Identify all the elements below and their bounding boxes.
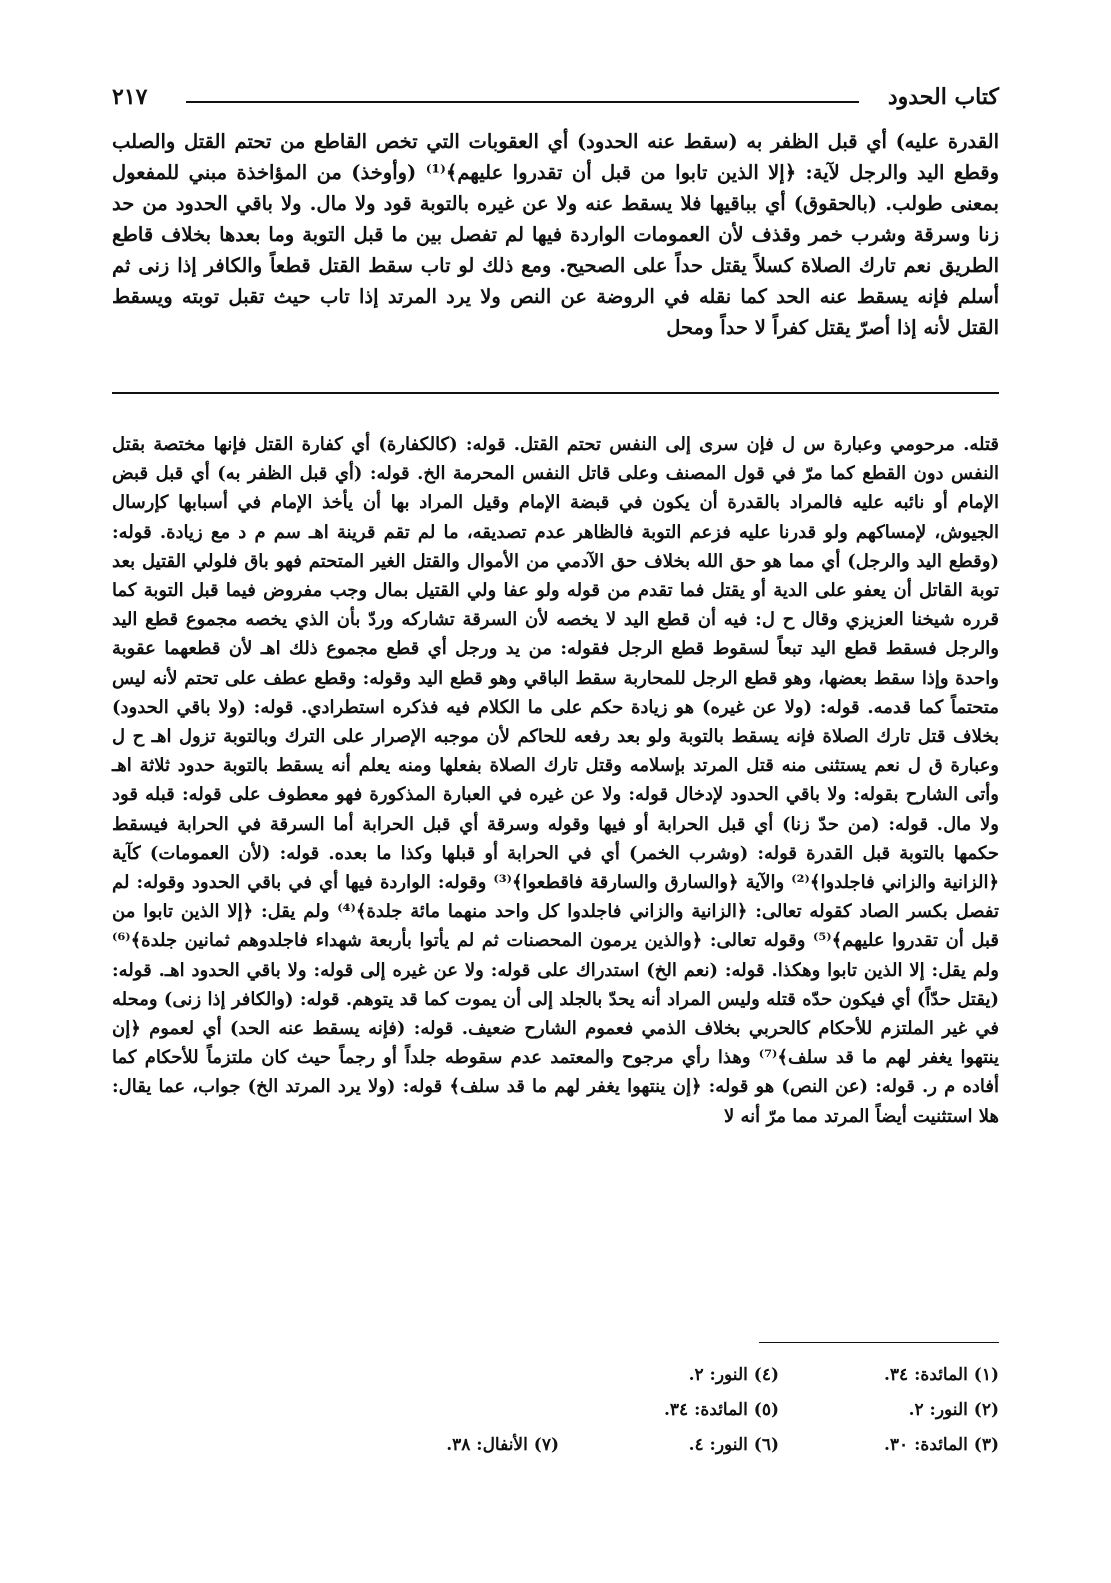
main-text <box>112 126 999 343</box>
footnote-2: (٢) النور: ٢. <box>908 1400 999 1420</box>
chapter-title: كتاب الحدود <box>887 84 999 110</box>
footnote-5: (٥) المائدة: ٣٤. <box>663 1400 779 1420</box>
footnotes <box>359 1362 999 1458</box>
footnote-1: (١) المائدة: ٣٤. <box>883 1365 999 1385</box>
footnote-7: (٧) الأنفال: ٣٨. <box>446 1435 559 1455</box>
running-header <box>112 84 999 118</box>
header-rule <box>186 101 859 103</box>
main-paragraph: القدرة عليه) أي قبل الظفر به (سقط عنه الحدود) أي العقوبات التي تخص القاطع من تحتم القتل والصلب وقطع اليد والرجل لآية: ﴿إلا الذين تابوا من قبل أن تقدروا عليهم﴾⁽¹⁾ (وأوخذ) من المؤاخذة مبني للمفعول بمعنى طولب. (بالحقوق) أي بباقيها فلا يسقط عنه ولا عن غيره بالتوبة قود ولا مال. ولا باقي الحدود من حد زنا وسرقة وشرب خمر وقذف لأن العمومات الواردة فيها لم تفصل بين ما قبل التوبة وما بعدها بخلاف قاطع الطريق نعم تارك الصلاة كسلاً يقتل حداً على الصحيح. ومع ذلك لو تاب سقط القتل قطعاً والكافر إذا زنى ثم أسلم فإنه يسقط عنه الحد كما نقله في الروضة عن النص ولا يرد المرتد إذا تاب حيث تقبل توبته ويسقط القتل لأنه إذا أصرّ يقتل كفراً لا حداً ومحل <box>112 130 999 339</box>
section-divider <box>112 392 999 394</box>
footnote-3: (٣) المائدة: ٣٠. <box>883 1435 999 1455</box>
commentary-text <box>112 430 999 1131</box>
footnote-rule <box>759 1342 999 1343</box>
footnote-empty <box>359 1362 559 1388</box>
footnote-6: (٦) النور: ٤. <box>688 1435 779 1455</box>
page-number: ٢١٧ <box>112 84 148 110</box>
footnote-empty <box>359 1397 559 1423</box>
commentary-paragraph: قتله. مرحومي وعبارة س ل فإن سرى إلى النفس تحتم القتل. قوله: (كالكفارة) أي كفارة القتل فإنها مختصة بقتل النفس دون القطع كما مرّ في قول المصنف وعلى قاتل النفس المحرمة الخ. قوله: (أي قبل الظفر به) أي قبل قبض الإمام أو نائبه عليه فالمراد بالقدرة أن يكون في قبضة الإمام وقيل المراد بها أن يأخذ الإمام في أسبابها كإرسال الجيوش، لإمساكهم ولو قدرنا عليه فزعم التوبة فالظاهر عدم تصديقه، ما لم تقم قرينة اهـ سم م د مع زيادة. قوله: (وقطع اليد والرجل) أي مما هو حق الله بخلاف حق الآدمي من الأموال والقتل الغير المتحتم فهو باق فلولي القتيل بعد توبة القاتل أن يعفو على الدية أو يقتل فما تقدم من قوله ولو عفا ولي القتيل بمال وجب مفروض فيما قبل التوبة كما قرره شيخنا العزيزي وقال ح ل: فيه أن قطع اليد لا يخصه لأن السرقة تشاركه وردّ بأن الذي يخصه مجموع قطع اليد والرجل فسقط قطع اليد تبعاً لسقوط قطع الرجل فقوله: من يد ورجل أي قطع مجموع ذلك اهـ لأن قطعهما عقوبة واحدة وإذا سقط بعضها، وهو قطع الرجل للمحاربة سقط الباقي وهو قطع اليد وقوله: وقطع عطف على تحتم لأنه ليس متحتماً كما قدمه. قوله: (ولا عن غيره) هو زيادة حكم على ما الكلام فيه فذكره استطرادي. قوله: (ولا باقي الحدود) بخلاف قتل تارك الصلاة فإنه يسقط بالتوبة ولو بعد رفعه للحاكم لأن موجبه الإصرار على الترك وبالتوبة تزول اهـ ح ل وعبارة ق ل نعم يستثنى منه قتل المرتد بإسلامه وقتل تارك الصلاة بفعلها ومنه يعلم أنه يسقط بالتوبة حدود ثلاثة اهـ وأتى الشارح بقوله: ولا باقي الحدود لإدخال قوله: ولا عن غيره في العبارة المذكورة فهو معطوف على قوله: قبله قود ولا مال. قوله: (من حدّ زنا) أي قبل الحرابة أو فيها وقوله وسرقة أي قبل الحرابة أما السرقة في الحرابة فيسقط حكمها بالتوبة قبل القدرة قوله: (وشرب الخمر) أي في الحرابة أو قبلها وكذا ما بعده. قوله: (لأن العمومات) كآية ﴿الزانية والزاني فاجلدوا﴾⁽²⁾ والآية ﴿والسارق والسارقة فاقطعوا﴾⁽³⁾ وقوله: الواردة فيها أي في باقي الحدود وقوله: لم تفصل بكسر الصاد كقوله تعالى: ﴿الزانية والزاني فاجلدوا كل واحد منهما مائة جلدة﴾⁽⁴⁾ ولم يقل: ﴿إلا الذين تابوا من قبل أن تقدروا عليهم﴾⁽⁵⁾ وقوله تعالى: ﴿والذين يرمون المحصنات ثم لم يأتوا بأربعة شهداء فاجلدوهم ثمانين جلدة﴾⁽⁶⁾ ولم يقل: إلا الذين تابوا وهكذا. قوله: (نعم الخ) استدراك على قوله: ولا عن غيره إلى قوله: ولا باقي الحدود اهـ. قوله: (يقتل حدّاً) أي فيكون حدّه قتله وليس المراد أنه يحدّ بالجلد إلى أن يموت كما قد يتوهم. قوله: (والكافر إذا زنى) ومحله في غير الملتزم للأحكام كالحربي بخلاف الذمي فعموم الشارح ضعيف. قوله: (فإنه يسقط عنه الحد) أي لعموم ﴿إن ينتهوا يغفر لهم ما قد سلف﴾⁽⁷⁾ وهذا رأي مرجوح والمعتمد عدم سقوطه جلداً أو رجماً حيث كان ملتزماً للأحكام كما أفاده م ر. قوله: (عن النص) هو قوله: ﴿إن ينتهوا يغفر لهم ما قد سلف﴾ قوله: (ولا يرد المرتد الخ) جواب، عما يقال: هلا استثنيت أيضاً المرتد مما مرّ أنه لا <box>112 434 1000 1127</box>
footnote-4: (٤) النور: ٢. <box>688 1365 779 1385</box>
